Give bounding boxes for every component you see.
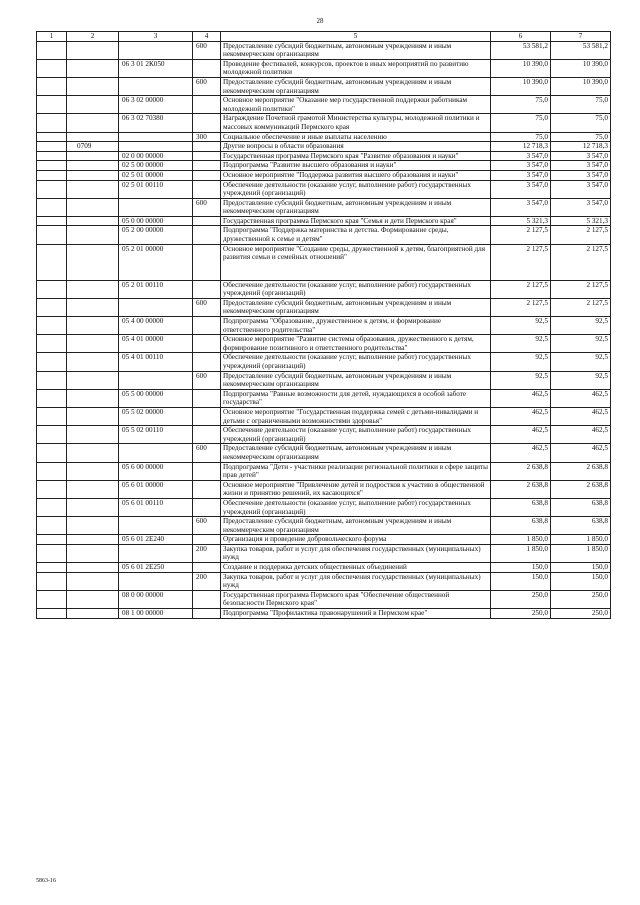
row-value-col7: 1 850,0 bbox=[551, 544, 611, 562]
row-expense-type bbox=[193, 407, 221, 425]
table-row bbox=[37, 59, 611, 77]
row-col-1 bbox=[37, 161, 67, 171]
row-budget-code bbox=[119, 444, 193, 462]
row-col-1 bbox=[37, 151, 67, 161]
table-row bbox=[37, 280, 611, 298]
table-row bbox=[37, 216, 611, 226]
row-col-1 bbox=[37, 371, 67, 389]
row-expense-type bbox=[193, 226, 221, 244]
row-col-1 bbox=[37, 609, 67, 619]
row-value-col7: 75,0 bbox=[551, 114, 611, 132]
row-expense-type: 200 bbox=[193, 544, 221, 562]
row-budget-code: 05 6 01 2Е240 bbox=[119, 535, 193, 545]
row-col-1 bbox=[37, 498, 67, 516]
row-budget-code: 05 5 00 00000 bbox=[119, 389, 193, 407]
row-col-2 bbox=[67, 114, 119, 132]
row-col-2 bbox=[67, 609, 119, 619]
row-value-col7: 92,5 bbox=[551, 317, 611, 335]
row-col-2 bbox=[67, 563, 119, 573]
row-value-col7: 10 390,0 bbox=[551, 77, 611, 95]
row-value-col6: 92,5 bbox=[491, 371, 551, 389]
row-col-1 bbox=[37, 335, 67, 353]
row-value-col6: 462,5 bbox=[491, 444, 551, 462]
row-budget-code: 02 5 01 00000 bbox=[119, 170, 193, 180]
row-col-1 bbox=[37, 407, 67, 425]
row-budget-code bbox=[119, 298, 193, 316]
row-value-col7: 3 547,0 bbox=[551, 170, 611, 180]
row-col-1 bbox=[37, 132, 67, 142]
row-col-1 bbox=[37, 298, 67, 316]
row-col-2 bbox=[67, 280, 119, 298]
row-value-col6: 3 547,0 bbox=[491, 151, 551, 161]
row-description: Обеспечение деятельности (оказание услуг, выполнение работ) государственных учреждений (организаций) bbox=[221, 180, 491, 198]
row-expense-type bbox=[193, 498, 221, 516]
header-col-5: 5 bbox=[221, 32, 491, 42]
row-description: Предоставление субсидий бюджетным, автономным учреждениям и иным некоммерческим организациям bbox=[221, 298, 491, 316]
table-row bbox=[37, 544, 611, 562]
row-value-col7: 2 127,5 bbox=[551, 298, 611, 316]
row-col-2 bbox=[67, 244, 119, 280]
row-col-2 bbox=[67, 298, 119, 316]
row-col-1 bbox=[37, 77, 67, 95]
row-budget-code bbox=[119, 371, 193, 389]
row-description: Основное мероприятие "Государственная поддержка семей с детьми-инвалидами и детьми с ограниченными возможностями здоровья" bbox=[221, 407, 491, 425]
header-col-6: 6 bbox=[491, 32, 551, 42]
row-expense-type: 300 bbox=[193, 132, 221, 142]
table-row bbox=[37, 41, 611, 59]
row-budget-code: 05 6 01 2Е250 bbox=[119, 563, 193, 573]
row-col-1 bbox=[37, 353, 67, 371]
row-col-2 bbox=[67, 151, 119, 161]
row-expense-type: 600 bbox=[193, 371, 221, 389]
row-value-col6: 250,0 bbox=[491, 609, 551, 619]
row-budget-code: 05 2 01 00110 bbox=[119, 280, 193, 298]
row-value-col6: 53 581,2 bbox=[491, 41, 551, 59]
table-row bbox=[37, 142, 611, 152]
row-budget-code: 02 5 01 00110 bbox=[119, 180, 193, 198]
table-row bbox=[37, 462, 611, 480]
row-description: Обеспечение деятельности (оказание услуг, выполнение работ) государственных учреждений (организаций) bbox=[221, 280, 491, 298]
row-expense-type bbox=[193, 317, 221, 335]
row-expense-type: 600 bbox=[193, 517, 221, 535]
header-col-2: 2 bbox=[67, 32, 119, 42]
row-value-col6: 75,0 bbox=[491, 96, 551, 114]
row-value-col7: 638,8 bbox=[551, 498, 611, 516]
row-col-1 bbox=[37, 96, 67, 114]
row-description: Подпрограмма "Профилактика правонарушений в Пермском крае" bbox=[221, 609, 491, 619]
table-row bbox=[37, 572, 611, 590]
row-budget-code bbox=[119, 544, 193, 562]
row-col-1 bbox=[37, 244, 67, 280]
row-budget-code: 06 3 01 2К050 bbox=[119, 59, 193, 77]
table-row bbox=[37, 180, 611, 198]
row-budget-code: 05 5 02 00000 bbox=[119, 407, 193, 425]
row-value-col6: 1 850,0 bbox=[491, 535, 551, 545]
row-budget-code bbox=[119, 142, 193, 152]
row-expense-type bbox=[193, 59, 221, 77]
row-budget-code: 02 5 00 00000 bbox=[119, 161, 193, 171]
row-col-2 bbox=[67, 226, 119, 244]
row-value-col7: 3 547,0 bbox=[551, 180, 611, 198]
table-row bbox=[37, 563, 611, 573]
row-col-2 bbox=[67, 132, 119, 142]
row-col-2 bbox=[67, 517, 119, 535]
row-col-2 bbox=[67, 590, 119, 608]
row-expense-type bbox=[193, 180, 221, 198]
row-expense-type bbox=[193, 216, 221, 226]
row-expense-type bbox=[193, 161, 221, 171]
row-description: Основное мероприятие "Создание среды, дружественной к детям, благоприятной для развития семьи и семейных отношений" bbox=[221, 244, 491, 280]
row-col-2 bbox=[67, 535, 119, 545]
row-col-2 bbox=[67, 180, 119, 198]
row-col-2 bbox=[67, 480, 119, 498]
row-description: Подпрограмма "Поддержка материнства и детства. Формирование среды, дружественной к семье и детям" bbox=[221, 226, 491, 244]
row-col-2 bbox=[67, 77, 119, 95]
table-row bbox=[37, 517, 611, 535]
row-budget-code: 05 4 01 00110 bbox=[119, 353, 193, 371]
row-value-col6: 462,5 bbox=[491, 407, 551, 425]
row-col-1 bbox=[37, 198, 67, 216]
row-description: Основное мероприятие "Оказание мер государственной поддержки работникам молодежной политики" bbox=[221, 96, 491, 114]
row-col-1 bbox=[37, 535, 67, 545]
row-expense-type: 200 bbox=[193, 572, 221, 590]
table-row bbox=[37, 317, 611, 335]
row-budget-code: 08 0 00 00000 bbox=[119, 590, 193, 608]
row-value-col7: 3 547,0 bbox=[551, 151, 611, 161]
row-value-col7: 3 547,0 bbox=[551, 198, 611, 216]
row-description: Организация и проведение добровольческого форума bbox=[221, 535, 491, 545]
row-expense-type bbox=[193, 142, 221, 152]
table-header-row bbox=[37, 32, 611, 42]
row-budget-code bbox=[119, 198, 193, 216]
row-description: Создание и поддержка детских общественных объединений bbox=[221, 563, 491, 573]
row-value-col7: 462,5 bbox=[551, 389, 611, 407]
row-expense-type bbox=[193, 389, 221, 407]
row-value-col7: 2 127,5 bbox=[551, 244, 611, 280]
row-expense-type bbox=[193, 563, 221, 573]
row-budget-code: 05 5 02 00110 bbox=[119, 426, 193, 444]
table-row bbox=[37, 151, 611, 161]
row-value-col7: 150,0 bbox=[551, 572, 611, 590]
row-description: Государственная программа Пермского края "Обеспечение общественной безопасности Пермского края" bbox=[221, 590, 491, 608]
row-value-col7: 92,5 bbox=[551, 353, 611, 371]
row-value-col7: 75,0 bbox=[551, 96, 611, 114]
row-budget-code: 05 4 00 00000 bbox=[119, 317, 193, 335]
row-expense-type bbox=[193, 335, 221, 353]
row-expense-type bbox=[193, 96, 221, 114]
row-description: Предоставление субсидий бюджетным, автономным учреждениям и иным некоммерческим организациям bbox=[221, 371, 491, 389]
row-description: Предоставление субсидий бюджетным, автономным учреждениям и иным некоммерческим организациям bbox=[221, 444, 491, 462]
row-value-col7: 2 638,8 bbox=[551, 462, 611, 480]
row-col-1 bbox=[37, 114, 67, 132]
row-budget-code bbox=[119, 41, 193, 59]
row-col-1 bbox=[37, 389, 67, 407]
row-value-col6: 3 547,0 bbox=[491, 180, 551, 198]
row-value-col7: 462,5 bbox=[551, 426, 611, 444]
row-expense-type bbox=[193, 609, 221, 619]
row-budget-code: 05 2 01 00000 bbox=[119, 244, 193, 280]
row-value-col7: 92,5 bbox=[551, 335, 611, 353]
row-budget-code: 05 0 00 00000 bbox=[119, 216, 193, 226]
row-expense-type bbox=[193, 280, 221, 298]
row-description: Проведение фестивалей, конкурсов, проектов в иных мероприятий по развитию молодежной политики bbox=[221, 59, 491, 77]
row-description: Предоставление субсидий бюджетным, автономным учреждениям и иным некоммерческим организациям bbox=[221, 517, 491, 535]
row-value-col6: 250,0 bbox=[491, 590, 551, 608]
row-value-col6: 92,5 bbox=[491, 317, 551, 335]
row-description: Обеспечение деятельности (оказание услуг, выполнение работ) государственных учреждений (организаций) bbox=[221, 426, 491, 444]
row-value-col6: 2 127,5 bbox=[491, 244, 551, 280]
row-expense-type bbox=[193, 114, 221, 132]
row-description: Подпрограмма "Образование, дружественное к детям, и формирование ответственного родительства" bbox=[221, 317, 491, 335]
header-col-7: 7 bbox=[551, 32, 611, 42]
row-value-col7: 150,0 bbox=[551, 563, 611, 573]
row-col-2 bbox=[67, 389, 119, 407]
table-row bbox=[37, 353, 611, 371]
table-row bbox=[37, 444, 611, 462]
row-col-2 bbox=[67, 161, 119, 171]
row-value-col6: 462,5 bbox=[491, 389, 551, 407]
row-budget-code: 06 3 02 00000 bbox=[119, 96, 193, 114]
row-value-col7: 3 547,0 bbox=[551, 161, 611, 171]
table-row bbox=[37, 96, 611, 114]
table-row bbox=[37, 114, 611, 132]
row-expense-type: 600 bbox=[193, 298, 221, 316]
page-number: 28 bbox=[316, 17, 324, 25]
row-value-col7: 638,8 bbox=[551, 517, 611, 535]
table-row bbox=[37, 161, 611, 171]
row-value-col6: 92,5 bbox=[491, 335, 551, 353]
table-row bbox=[37, 426, 611, 444]
row-value-col7: 462,5 bbox=[551, 444, 611, 462]
table-row bbox=[37, 77, 611, 95]
table-row bbox=[37, 298, 611, 316]
row-value-col7: 1 850,0 bbox=[551, 535, 611, 545]
row-expense-type: 600 bbox=[193, 41, 221, 59]
table-row bbox=[37, 371, 611, 389]
row-col-2 bbox=[67, 572, 119, 590]
table-row bbox=[37, 480, 611, 498]
row-col-2 bbox=[67, 544, 119, 562]
row-expense-type bbox=[193, 244, 221, 280]
table-row bbox=[37, 535, 611, 545]
row-col-1 bbox=[37, 590, 67, 608]
row-col-1 bbox=[37, 572, 67, 590]
row-value-col7: 5 321,3 bbox=[551, 216, 611, 226]
row-col-2 bbox=[67, 426, 119, 444]
row-description: Предоставление субсидий бюджетным, автономным учреждениям и иным некоммерческим организациям bbox=[221, 198, 491, 216]
row-budget-code: 05 6 01 00110 bbox=[119, 498, 193, 516]
row-col-2 bbox=[67, 335, 119, 353]
row-col-2 bbox=[67, 317, 119, 335]
row-col-1 bbox=[37, 180, 67, 198]
row-value-col7: 2 638,8 bbox=[551, 480, 611, 498]
footer-code: 5863-16 bbox=[36, 878, 56, 884]
row-col-1 bbox=[37, 444, 67, 462]
budget-table bbox=[36, 31, 611, 619]
row-description: Награждение Почетной грамотой Министерства культуры, молодежной политики и массовых коммуникаций Пермского края bbox=[221, 114, 491, 132]
row-value-col6: 10 390,0 bbox=[491, 77, 551, 95]
row-col-1 bbox=[37, 426, 67, 444]
row-col-1 bbox=[37, 142, 67, 152]
row-value-col6: 2 638,8 bbox=[491, 462, 551, 480]
row-expense-type bbox=[193, 426, 221, 444]
row-budget-code bbox=[119, 77, 193, 95]
row-budget-code: 05 2 00 00000 bbox=[119, 226, 193, 244]
row-description: Закупка товаров, работ и услуг для обеспечения государственных (муниципальных) нужд bbox=[221, 544, 491, 562]
row-expense-type bbox=[193, 590, 221, 608]
row-col-1 bbox=[37, 563, 67, 573]
row-value-col6: 638,8 bbox=[491, 498, 551, 516]
row-budget-code bbox=[119, 572, 193, 590]
row-expense-type bbox=[193, 480, 221, 498]
row-expense-type bbox=[193, 170, 221, 180]
row-col-1 bbox=[37, 317, 67, 335]
row-value-col6: 3 547,0 bbox=[491, 161, 551, 171]
row-description: Основное мероприятие "Поддержка развития высшего образования и науки" bbox=[221, 170, 491, 180]
row-value-col6: 12 718,3 bbox=[491, 142, 551, 152]
table-row bbox=[37, 244, 611, 280]
row-col-2 bbox=[67, 371, 119, 389]
row-description: Предоставление субсидий бюджетным, автономным учреждениям и иным некоммерческим организациям bbox=[221, 77, 491, 95]
table-row bbox=[37, 170, 611, 180]
header-col-1: 1 bbox=[37, 32, 67, 42]
header-col-3: 3 bbox=[119, 32, 193, 42]
table-row bbox=[37, 498, 611, 516]
row-value-col6: 1 850,0 bbox=[491, 544, 551, 562]
row-value-col7: 12 718,3 bbox=[551, 142, 611, 152]
row-value-col7: 75,0 bbox=[551, 132, 611, 142]
row-budget-code: 06 3 02 70380 bbox=[119, 114, 193, 132]
row-budget-code bbox=[119, 132, 193, 142]
row-value-col7: 462,5 bbox=[551, 407, 611, 425]
row-budget-code: 05 6 00 00000 bbox=[119, 462, 193, 480]
row-col-1 bbox=[37, 226, 67, 244]
row-expense-type bbox=[193, 151, 221, 161]
row-description: Подпрограмма "Дети - участники реализации региональной политики в сфере защиты прав детей" bbox=[221, 462, 491, 480]
row-col-2 bbox=[67, 407, 119, 425]
table-row bbox=[37, 132, 611, 142]
row-col-2 bbox=[67, 198, 119, 216]
table-row bbox=[37, 198, 611, 216]
table-row bbox=[37, 335, 611, 353]
table-body bbox=[37, 41, 611, 618]
row-value-col6: 5 321,3 bbox=[491, 216, 551, 226]
row-col-2 bbox=[67, 462, 119, 480]
row-description: Основное мероприятие "Привлечение детей и подростков к участию в общественной жизни и принятию решений, их касающихся" bbox=[221, 480, 491, 498]
row-expense-type bbox=[193, 535, 221, 545]
row-description: Государственная программа Пермского края "Семья и дети Пермского края" bbox=[221, 216, 491, 226]
row-col-2 bbox=[67, 41, 119, 59]
row-value-col6: 2 638,8 bbox=[491, 480, 551, 498]
table-row bbox=[37, 609, 611, 619]
row-value-col6: 3 547,0 bbox=[491, 198, 551, 216]
table-row bbox=[37, 407, 611, 425]
row-col-1 bbox=[37, 462, 67, 480]
row-col-1 bbox=[37, 544, 67, 562]
row-col-1 bbox=[37, 59, 67, 77]
row-value-col7: 92,5 bbox=[551, 371, 611, 389]
row-value-col6: 462,5 bbox=[491, 426, 551, 444]
row-col-2 bbox=[67, 170, 119, 180]
row-description: Подпрограмма "Равные возможности для детей, нуждающихся в особой заботе государства" bbox=[221, 389, 491, 407]
row-value-col7: 53 581,2 bbox=[551, 41, 611, 59]
row-col-2 bbox=[67, 59, 119, 77]
row-description: Основное мероприятие "Развитие системы образования, дружественного к детям, формирование позитивного и ответственного родительства" bbox=[221, 335, 491, 353]
row-value-col6: 150,0 bbox=[491, 572, 551, 590]
row-budget-code: 05 4 01 00000 bbox=[119, 335, 193, 353]
row-col-2 bbox=[67, 353, 119, 371]
row-value-col6: 10 390,0 bbox=[491, 59, 551, 77]
header-col-4: 4 bbox=[193, 32, 221, 42]
row-value-col6: 2 127,5 bbox=[491, 226, 551, 244]
table-row bbox=[37, 226, 611, 244]
row-value-col6: 92,5 bbox=[491, 353, 551, 371]
row-description: Социальное обеспечение и иные выплаты населению bbox=[221, 132, 491, 142]
row-col-2 bbox=[67, 96, 119, 114]
row-col-2: 0709 bbox=[67, 142, 119, 152]
row-description: Обеспечение деятельности (оказание услуг, выполнение работ) государственных учреждений (организаций) bbox=[221, 353, 491, 371]
row-value-col6: 2 127,5 bbox=[491, 298, 551, 316]
row-value-col7: 250,0 bbox=[551, 590, 611, 608]
row-description: Предоставление субсидий бюджетным, автономным учреждениям и иным некоммерческим организациям bbox=[221, 41, 491, 59]
table-row bbox=[37, 590, 611, 608]
row-col-1 bbox=[37, 280, 67, 298]
row-value-col7: 2 127,5 bbox=[551, 226, 611, 244]
row-col-1 bbox=[37, 41, 67, 59]
row-description: Обеспечение деятельности (оказание услуг, выполнение работ) государственных учреждений (организаций) bbox=[221, 498, 491, 516]
row-budget-code bbox=[119, 517, 193, 535]
row-value-col7: 10 390,0 bbox=[551, 59, 611, 77]
row-value-col6: 2 127,5 bbox=[491, 280, 551, 298]
row-col-2 bbox=[67, 444, 119, 462]
row-description: Государственная программа Пермского края "Развитие образования и науки" bbox=[221, 151, 491, 161]
row-budget-code: 02 0 00 00000 bbox=[119, 151, 193, 161]
row-expense-type: 600 bbox=[193, 77, 221, 95]
row-value-col6: 75,0 bbox=[491, 114, 551, 132]
row-description: Подпрограмма "Развитие высшего образования и науки" bbox=[221, 161, 491, 171]
row-col-1 bbox=[37, 517, 67, 535]
row-description: Закупка товаров, работ и услуг для обеспечения государственных (муниципальных) нужд bbox=[221, 572, 491, 590]
row-expense-type bbox=[193, 353, 221, 371]
row-expense-type: 600 bbox=[193, 444, 221, 462]
row-budget-code: 08 1 00 00000 bbox=[119, 609, 193, 619]
row-col-2 bbox=[67, 216, 119, 226]
row-value-col6: 75,0 bbox=[491, 132, 551, 142]
row-expense-type bbox=[193, 462, 221, 480]
row-col-1 bbox=[37, 216, 67, 226]
row-col-2 bbox=[67, 498, 119, 516]
row-col-1 bbox=[37, 480, 67, 498]
table-row bbox=[37, 389, 611, 407]
row-value-col6: 150,0 bbox=[491, 563, 551, 573]
row-col-1 bbox=[37, 170, 67, 180]
row-value-col6: 3 547,0 bbox=[491, 170, 551, 180]
row-value-col7: 2 127,5 bbox=[551, 280, 611, 298]
row-value-col7: 250,0 bbox=[551, 609, 611, 619]
row-budget-code: 05 6 01 00000 bbox=[119, 480, 193, 498]
row-expense-type: 600 bbox=[193, 198, 221, 216]
row-value-col6: 638,8 bbox=[491, 517, 551, 535]
row-description: Другие вопросы в области образования bbox=[221, 142, 491, 152]
